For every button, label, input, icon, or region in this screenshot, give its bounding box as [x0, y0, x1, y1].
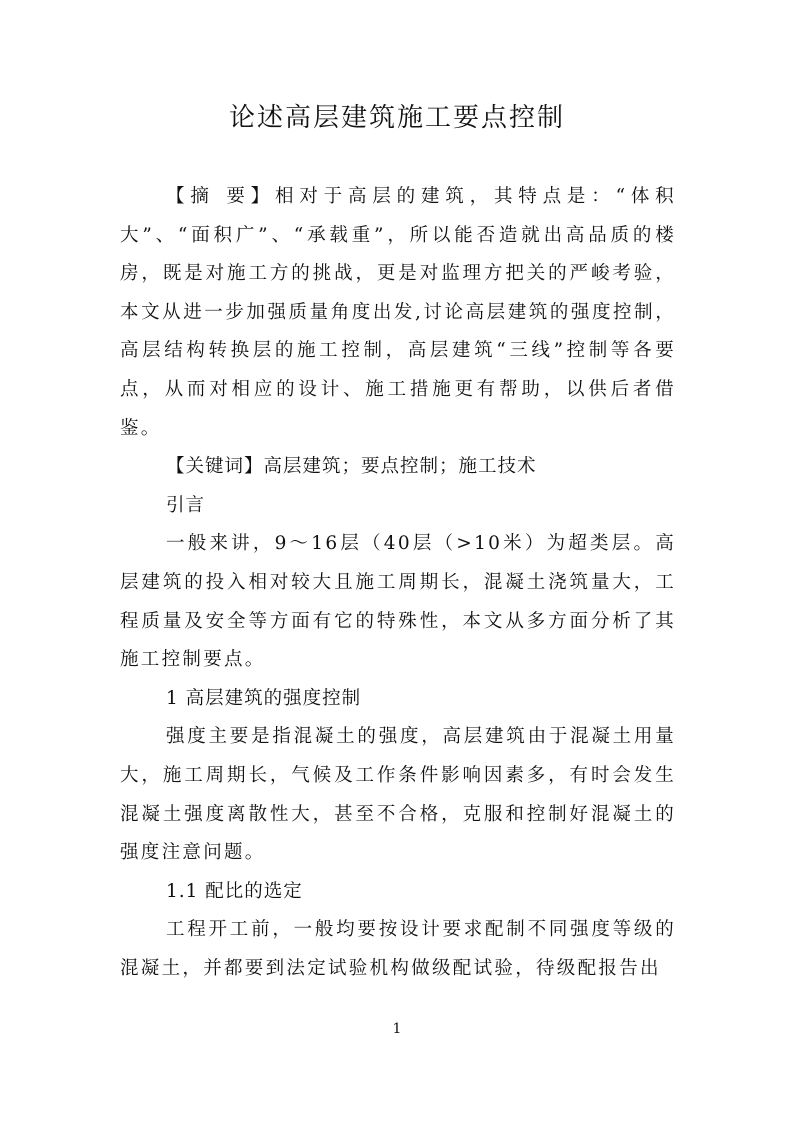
document-title: 论述高层建筑施工要点控制	[228, 103, 565, 133]
document-body	[120, 178, 676, 988]
section-heading-mix-selection: 1.1 配比的选定	[166, 880, 303, 902]
introduction-paragraph: 一般来讲，9～16层（40层（>10米）为超类层。高层建筑的投入相对较大且施工周期长，混凝土浇筑量大，工程质量及安全等方面有它的特殊性，本文从多方面分析了其施工控制要点。	[120, 533, 676, 671]
mix-selection-paragraph: 工程开工前，一般均要按设计要求配制不同强度等级的混凝土，并都要到法定试验机构做级配试验，待级配报告出	[120, 919, 676, 979]
strength-control-paragraph: 强度主要是指混凝土的强度，高层建筑由于混凝土用量大，施工周期长，气候及工作条件影响因素多，有时会发生混凝土强度离散性大，甚至不合格，克服和控制好混凝土的强度注意问题。	[120, 726, 676, 864]
keywords-paragraph: 【关键词】高层建筑；要点控制；施工技术	[166, 456, 537, 478]
section-heading-introduction: 引言	[166, 494, 206, 516]
page-number: 1	[392, 1021, 402, 1037]
abstract-paragraph: 【摘 要】相对于高层的建筑，其特点是：“体积大”、“面积广”、“承载重”，所以能否造就出高品质的楼房，既是对施工方的挑战，更是对监理方把关的严峻考验，本文从进一步加强质量角度出发,讨论高层建筑的强度控制，高层结构转换层的施工控制，高层建筑“三线”控制等各要点，从而对相应的设计、施工措施更有帮助，以供后者借鉴。	[120, 186, 676, 439]
section-heading-strength-control: 1 高层建筑的强度控制	[166, 687, 362, 709]
